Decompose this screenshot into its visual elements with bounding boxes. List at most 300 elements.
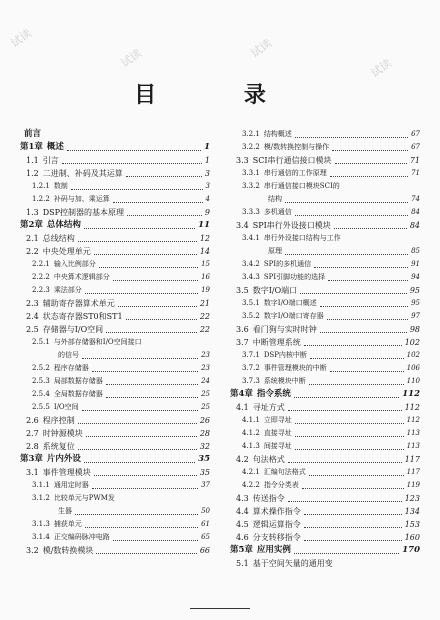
entry-number: 2.5.2 [32,364,50,372]
entry-title: 状态寄存器ST0和ST1 [42,312,123,321]
entry-title: DSP内核中断 [263,351,307,359]
toc-entry [230,323,420,336]
entry-title: 补码与加、乘运算 [53,195,110,203]
leader-dots [335,163,407,164]
entry-number: 3.2.1 [242,130,260,138]
entry-title: 传送指令 [252,494,285,503]
toc-entry [230,284,420,297]
entry-number: 4.4 [236,507,249,516]
leader-dots [106,384,198,385]
entry-title: 生器 [58,507,72,515]
leader-dots [82,358,198,359]
entry-title: 引言 [42,156,59,165]
entry-title: 与外部存储器和I/O空间接口 [53,338,142,346]
toc-entry [230,414,420,427]
entry-number: 2.2.1 [32,260,50,268]
entry-title: SPI串行外设接口模块 [252,221,331,230]
entry-number: 3.7.2 [242,364,260,372]
entry-title: 程序存储器 [53,364,89,372]
entry-number: 1.2.2 [32,195,50,203]
toc-entry [20,167,210,180]
entry-number: 3.1.1 [32,481,50,489]
leader-dots [94,475,197,476]
entry-page-number: 32 [199,442,210,451]
entry-number: 4.2.1 [242,468,260,476]
toc-entry [230,531,420,544]
entry-page-number: 16 [201,273,210,281]
entry-page-number: 67 [411,130,420,138]
toc-entry [230,401,420,414]
entry-number: 第2章 [20,220,43,230]
toc-entry [20,232,210,245]
toc-entry [230,375,420,388]
entry-number: 2.1 [26,234,39,243]
toc-entry [20,505,210,518]
entry-title: 片内外设 [46,454,81,464]
leader-dots [96,553,196,554]
entry-page-number: 85 [411,247,420,255]
toc-entry [230,232,420,245]
entry-page-number: 102 [406,351,420,359]
toc-entry [230,427,420,440]
entry-page-number: 24 [201,377,210,385]
entry-page-number: 25 [201,403,210,411]
page-title: 目 录 [134,82,306,108]
leader-dots [126,319,197,320]
leader-dots [314,267,408,268]
toc-entry [230,518,420,531]
entry-number: 第4章 [230,389,253,399]
leader-dots [94,254,197,255]
entry-page-number: 95 [411,299,420,307]
leader-dots [300,293,407,294]
leader-dots [330,176,408,177]
entry-page-number: 50 [201,507,210,515]
leader-dots [71,189,203,190]
leader-dots [309,475,404,476]
toc-entry [230,193,420,206]
entry-number: 3.2 [26,546,39,555]
entry-page-number: 134 [404,507,420,516]
entry-number: 4.3 [236,494,249,503]
entry-number: 1.2 [26,169,39,178]
toc-entry [20,362,210,375]
toc-entry [230,544,420,557]
leader-dots [327,319,408,320]
entry-title: 寻址方式 [252,403,285,412]
entry-title: DSP控制器的基本原理 [42,208,125,217]
toc-entry [230,219,420,232]
footer-rule [190,608,250,609]
toc-entry [20,284,210,297]
entry-page-number: 84 [409,221,420,230]
entry-title: 逻辑运算指令 [252,520,301,529]
toc-entry [20,128,210,141]
entry-page-number: 67 [411,143,420,151]
entry-number: 3.1.4 [32,533,50,541]
entry-title: 系统复位 [42,442,75,451]
entry-title: 结构 [268,195,282,203]
entry-title: 结构概述 [263,130,292,138]
toc-entry [20,401,210,414]
entry-number: 1.3 [26,208,39,217]
toc-entry [20,427,210,440]
entry-page-number: 170 [402,545,420,555]
toc-entry [230,557,420,570]
entry-page-number: 153 [404,520,420,529]
entry-title: 局部数据存储器 [53,377,103,385]
entry-title: 总体结构 [46,220,81,230]
entry-title: 算术操作指令 [252,507,301,516]
entry-title: 间接寻址 [263,442,292,450]
leader-dots [78,449,197,450]
toc-entry [20,180,210,193]
entry-title: 直接寻址 [263,429,292,437]
leader-dots [295,423,404,424]
leader-dots [113,280,198,281]
entry-title: 串行通信接口模块SCI的 [263,182,340,190]
entry-page-number: 35 [198,454,210,464]
toc-entry [20,531,210,544]
toc-entry [230,245,420,258]
toc-entry [20,349,210,362]
entry-page-number: 123 [404,494,420,503]
leader-dots [84,462,195,463]
watermark: 试读 [8,26,35,51]
toc-entry [230,466,420,479]
entry-title: 原理 [268,247,282,255]
toc-entry [230,167,420,180]
toc-entry [230,336,420,349]
toc-entry [230,492,420,505]
entry-number: 第5章 [230,545,253,555]
entry-title: 全局数据存储器 [53,390,103,398]
entry-page-number: 22 [199,312,210,321]
leader-dots [78,241,197,242]
entry-number: 3.5 [236,286,249,295]
toc-entry [20,310,210,323]
toc-entry [230,154,420,167]
entry-number: 2.6 [26,416,39,425]
entry-title: I/O空间 [53,403,79,411]
entry-title: 中央算术逻辑部分 [53,273,110,281]
toc-left-column [20,128,210,557]
entry-title: 捕获单元 [53,520,82,528]
entry-title: 数制 [53,182,68,190]
entry-title: 汇编句法格式 [263,468,306,476]
entry-number: 4.2.2 [242,481,260,489]
entry-title: 立即寻址 [263,416,292,424]
entry-title: 前言 [24,129,42,139]
entry-title: 模/数转换控制与操作 [263,143,330,151]
entry-title: 数字I/O端口寄存器 [263,312,324,320]
leader-dots [294,553,399,554]
entry-title: 基于空间矢量的通用变 [252,559,333,568]
toc-entry [20,479,210,492]
entry-title: 中断管理系统 [252,338,301,347]
toc-entry [20,388,210,401]
entry-page-number: 3 [205,182,210,190]
entry-page-number: 65 [201,533,210,541]
entry-number: 2.5 [26,325,39,334]
entry-page-number: 21 [199,299,210,308]
toc-entry [20,466,210,479]
entry-number: 2.8 [26,442,39,451]
toc-entry [20,323,210,336]
entry-page-number: 84 [411,208,420,216]
entry-number: 3.3.1 [242,169,260,177]
entry-page-number: 22 [199,325,210,334]
leader-dots [304,514,402,515]
entry-title: 辅助寄存器算术单元 [42,299,115,308]
entry-page-number: 23 [201,351,210,359]
entry-title: 程序控制 [42,416,75,425]
toc-entry [20,219,210,232]
leader-dots [86,436,197,437]
entry-page-number: 113 [406,429,420,437]
entry-title: 正交编码脉冲电路 [53,533,110,541]
entry-number: 3.4 [236,221,249,230]
toc-entry [20,414,210,427]
entry-number: 3.1 [26,468,39,477]
entry-page-number: 95 [409,286,420,295]
toc-entry [20,154,210,167]
toc-entry [20,544,210,557]
leader-dots [320,332,407,333]
entry-page-number: 1 [204,142,210,152]
entry-page-number: 3 [204,169,210,178]
entry-title: 的信号 [58,351,79,359]
entry-number: 3.7.3 [242,377,260,385]
toc-entry [230,479,420,492]
toc-entry [230,271,420,284]
entry-number: 4.5 [236,520,249,529]
entry-title: 通用定时器 [53,481,89,489]
entry-title: 中央处理单元 [42,247,91,256]
toc-entry [20,518,210,531]
entry-page-number: 160 [404,533,420,542]
entry-number: 3.4.1 [242,234,260,242]
leader-dots [304,540,402,541]
toc-entry [230,453,420,466]
leader-dots [288,462,402,463]
entry-number: 2.5.4 [32,390,50,398]
entry-page-number: 37 [201,481,210,489]
leader-dots [106,397,198,398]
leader-dots [113,202,203,203]
entry-page-number: 113 [406,442,420,450]
entry-page-number: 102 [404,338,420,347]
entry-number: 3.3.2 [242,182,260,190]
entry-title: 事件管理模块 [42,468,91,477]
entry-page-number: 117 [404,455,420,464]
entry-number: 2.2.2 [32,273,50,281]
entry-page-number: 112 [402,389,420,399]
entry-title: 串行外设接口结构与工作 [263,234,341,242]
entry-number: 3.2.2 [242,143,260,151]
watermark: 试读 [248,36,275,61]
entry-page-number: 112 [404,403,420,412]
entry-page-number: 110 [406,377,420,385]
entry-number: 3.5.2 [242,312,260,320]
entry-number: 4.1.2 [242,429,260,437]
entry-page-number: 14 [199,247,210,256]
toc-entry [230,258,420,271]
toc-entry [20,297,210,310]
entry-number: 2.2.3 [32,286,50,294]
entry-title: 总线结构 [42,234,75,243]
entry-number: 2.5.5 [32,403,50,411]
entry-number: 4.1.1 [242,416,260,424]
toc-entry [20,141,210,154]
leader-dots [288,501,402,502]
entry-page-number: 98 [409,325,420,334]
entry-title: 指令系统 [256,389,291,399]
toc-entry [230,206,420,219]
entry-page-number: 106 [406,364,420,372]
entry-page-number: 71 [411,169,420,177]
entry-title: SPI的多机通信 [263,260,312,268]
toc-entry [230,180,420,193]
entry-number: 3.3.3 [242,208,260,216]
entry-number: 3.5.1 [242,299,260,307]
entry-number: 3.7.1 [242,351,260,359]
watermark: 试读 [118,46,145,71]
leader-dots [330,371,404,372]
entry-number: 4.2 [236,455,249,464]
entry-number: 第1章 [20,142,43,152]
leader-dots [285,202,408,203]
leader-dots [126,176,202,177]
toc-entry [20,440,210,453]
toc-entry [20,375,210,388]
entry-number: 3.7 [236,338,249,347]
entry-page-number: 71 [409,156,420,165]
entry-page-number: 112 [406,416,420,424]
leader-dots [328,280,408,281]
toc-entry [20,258,210,271]
entry-page-number: 11 [198,220,210,230]
leader-dots [320,306,408,307]
entry-number: 2.3 [26,299,39,308]
entry-number: 1.2.1 [32,182,50,190]
entry-page-number: 91 [411,260,420,268]
entry-page-number: 117 [406,468,420,476]
entry-number: 4.6 [236,533,249,542]
toc-entry [230,362,420,375]
leader-dots [85,293,198,294]
entry-number: 3.6 [236,325,249,334]
leader-dots [295,215,408,216]
toc-entry [230,128,420,141]
toc-entry [20,193,210,206]
toc-entry [230,505,420,518]
entry-number: 第3章 [20,454,43,464]
toc-entry [20,245,210,258]
leader-dots [99,267,198,268]
toc-entry [20,453,210,466]
toc-entry [20,336,210,349]
toc-entry [230,349,420,362]
leader-dots [309,384,404,385]
entry-number: 1.1 [26,156,39,165]
leader-dots [285,254,408,255]
leader-dots [118,306,197,307]
entry-page-number: 23 [201,364,210,372]
entry-title: 分支转移指令 [252,533,301,542]
entry-title: SPI引脚功能的选择 [263,273,326,281]
entry-title: 数字I/O端口概述 [263,299,317,307]
entry-title: 串行通信的工作原理 [263,169,327,177]
entry-number: 3.3 [236,156,249,165]
leader-dots [302,488,404,489]
entry-title: 句法格式 [252,455,285,464]
entry-title: 看门狗与实时时钟 [252,325,317,334]
entry-title: 数字I/O端口 [252,286,298,295]
entry-page-number: 9 [204,208,210,217]
entry-page-number: 12 [199,234,210,243]
entry-title: 时钟源模块 [42,429,83,438]
toc-entry [230,297,420,310]
toc-entry [230,388,420,401]
entry-number: 2.5.1 [32,338,50,346]
entry-title: 应用实例 [256,545,291,555]
entry-page-number: 15 [201,260,210,268]
entry-page-number: 66 [199,546,210,555]
entry-title: 存储器与I/O空间 [42,325,104,334]
entry-page-number: 26 [199,416,210,425]
leader-dots [82,410,198,411]
entry-title: SCI串行通信接口模块 [252,156,332,165]
entry-page-number: 19 [201,286,210,294]
entry-number: 3.4.2 [242,260,260,268]
entry-number: 5.1 [236,559,249,568]
toc-entry [230,310,420,323]
entry-page-number: 1 [204,156,210,165]
entry-number: 2.2 [26,247,39,256]
entry-title: 事件管理模块的中断 [263,364,327,372]
entry-number: 2.4 [26,312,39,321]
entry-title: 二进制、补码及其运算 [42,169,123,178]
leader-dots [75,514,198,515]
entry-page-number: 119 [406,481,420,489]
leader-dots [295,449,404,450]
entry-number: 3.1.2 [32,494,50,502]
entry-number: 4.1.3 [242,442,260,450]
entry-number: 3.4.3 [242,273,260,281]
entry-page-number: 94 [411,273,420,281]
entry-page-number: 35 [199,468,210,477]
entry-number: 2.5.3 [32,377,50,385]
leader-dots [294,397,399,398]
leader-dots [92,371,198,372]
leader-dots [310,358,404,359]
entry-title: 比较单元与PWM发 [53,494,115,502]
entry-number: 4.1 [236,403,249,412]
entry-page-number: 74 [411,195,420,203]
entry-number: 2.7 [26,429,39,438]
leader-dots [288,410,402,411]
entry-title: 模/数转换模块 [42,546,94,555]
leader-dots [62,163,202,164]
leader-dots [92,488,198,489]
leader-dots [78,423,197,424]
leader-dots [295,436,404,437]
watermark: 试读 [368,56,395,81]
leader-dots [332,150,408,151]
entry-title: 系统模块中断 [263,377,306,385]
toc-right-column [230,128,420,570]
